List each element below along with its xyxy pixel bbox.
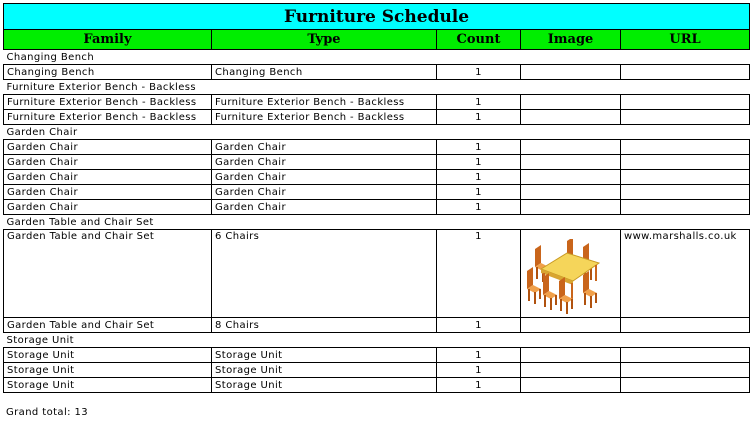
count-cell[interactable]: 1 <box>437 65 521 80</box>
family-cell[interactable]: Furniture Exterior Bench - Backless <box>4 95 212 110</box>
group-header-row <box>4 50 750 65</box>
count-cell[interactable]: 1 <box>437 363 521 378</box>
image-cell[interactable] <box>521 378 621 393</box>
table-row[interactable] <box>4 230 750 318</box>
table-row[interactable] <box>4 155 750 170</box>
type-cell[interactable]: Changing Bench <box>212 65 437 80</box>
count-cell[interactable]: 1 <box>437 378 521 393</box>
family-cell[interactable]: Garden Chair <box>4 140 212 155</box>
image-cell[interactable] <box>521 318 621 333</box>
type-cell[interactable]: Storage Unit <box>212 378 437 393</box>
url-cell[interactable] <box>621 155 750 170</box>
url-cell[interactable] <box>621 95 750 110</box>
table-row[interactable] <box>4 65 750 80</box>
table-row[interactable] <box>4 200 750 215</box>
image-cell[interactable] <box>521 200 621 215</box>
group-name: Furniture Exterior Bench - Backless <box>4 80 750 95</box>
image-cell[interactable] <box>521 65 621 80</box>
type-cell[interactable]: Garden Chair <box>212 170 437 185</box>
col-header-type[interactable]: Type <box>212 30 437 50</box>
col-header-family[interactable]: Family <box>4 30 212 50</box>
url-cell[interactable] <box>621 200 750 215</box>
family-cell[interactable]: Garden Chair <box>4 200 212 215</box>
table-row[interactable] <box>4 318 750 333</box>
image-cell[interactable] <box>521 170 621 185</box>
table-row[interactable] <box>4 140 750 155</box>
type-cell[interactable]: Furniture Exterior Bench - Backless <box>212 110 437 125</box>
count-cell[interactable]: 1 <box>437 185 521 200</box>
image-cell[interactable] <box>521 155 621 170</box>
col-header-image[interactable]: Image <box>521 30 621 50</box>
image-cell[interactable] <box>521 348 621 363</box>
family-cell[interactable]: Garden Table and Chair Set <box>4 318 212 333</box>
family-cell[interactable]: Storage Unit <box>4 348 212 363</box>
family-cell[interactable]: Storage Unit <box>4 363 212 378</box>
group-name: Changing Bench <box>4 50 750 65</box>
image-cell[interactable] <box>521 185 621 200</box>
family-cell[interactable]: Garden Chair <box>4 185 212 200</box>
count-cell[interactable]: 1 <box>437 110 521 125</box>
group-header-row <box>4 80 750 95</box>
type-cell[interactable]: 8 Chairs <box>212 318 437 333</box>
table-row[interactable] <box>4 363 750 378</box>
table-row[interactable] <box>4 348 750 363</box>
image-cell[interactable] <box>521 95 621 110</box>
count-cell[interactable]: 1 <box>437 348 521 363</box>
url-cell[interactable] <box>621 185 750 200</box>
furniture-schedule <box>3 3 749 393</box>
type-cell[interactable]: Garden Chair <box>212 200 437 215</box>
title-row <box>4 4 750 30</box>
type-cell[interactable]: Garden Chair <box>212 185 437 200</box>
count-cell[interactable]: 1 <box>437 170 521 185</box>
count-cell[interactable]: 1 <box>437 155 521 170</box>
table-row[interactable] <box>4 378 750 393</box>
url-cell[interactable] <box>621 65 750 80</box>
group-name: Storage Unit <box>4 333 750 348</box>
group-name: Garden Chair <box>4 125 750 140</box>
url-cell[interactable] <box>621 170 750 185</box>
group-header-row <box>4 215 750 230</box>
url-cell[interactable] <box>621 363 750 378</box>
grand-total: Grand total: 13 <box>6 407 88 418</box>
count-cell[interactable]: 1 <box>437 200 521 215</box>
type-cell[interactable]: Furniture Exterior Bench - Backless <box>212 95 437 110</box>
table-row[interactable] <box>4 95 750 110</box>
type-cell[interactable]: Garden Chair <box>212 140 437 155</box>
count-cell[interactable]: 1 <box>437 140 521 155</box>
url-cell[interactable] <box>621 318 750 333</box>
family-cell[interactable]: Garden Table and Chair Set <box>4 230 212 318</box>
header-row <box>4 30 750 50</box>
url-cell[interactable] <box>621 110 750 125</box>
table-row[interactable] <box>4 110 750 125</box>
count-cell[interactable]: 1 <box>437 230 521 318</box>
group-name: Garden Table and Chair Set <box>4 215 750 230</box>
type-cell[interactable]: 6 Chairs <box>212 230 437 318</box>
image-cell[interactable] <box>521 363 621 378</box>
group-header-row <box>4 125 750 140</box>
schedule-title: Furniture Schedule <box>4 4 750 30</box>
count-cell[interactable]: 1 <box>437 318 521 333</box>
count-cell[interactable]: 1 <box>437 95 521 110</box>
table-and-chairs-icon <box>527 239 607 315</box>
schedule-body <box>4 50 750 393</box>
image-cell[interactable] <box>521 140 621 155</box>
table-row[interactable] <box>4 185 750 200</box>
image-cell[interactable] <box>521 110 621 125</box>
col-header-url[interactable]: URL <box>621 30 750 50</box>
family-cell[interactable]: Garden Chair <box>4 155 212 170</box>
schedule-table <box>3 3 750 393</box>
url-cell[interactable] <box>621 140 750 155</box>
type-cell[interactable]: Garden Chair <box>212 155 437 170</box>
col-header-count[interactable]: Count <box>437 30 521 50</box>
url-cell[interactable] <box>621 378 750 393</box>
family-cell[interactable]: Storage Unit <box>4 378 212 393</box>
type-cell[interactable]: Storage Unit <box>212 348 437 363</box>
type-cell[interactable]: Storage Unit <box>212 363 437 378</box>
family-cell[interactable]: Furniture Exterior Bench - Backless <box>4 110 212 125</box>
table-row[interactable] <box>4 170 750 185</box>
url-cell[interactable] <box>621 348 750 363</box>
family-cell[interactable]: Garden Chair <box>4 170 212 185</box>
family-cell[interactable]: Changing Bench <box>4 65 212 80</box>
group-header-row <box>4 333 750 348</box>
url-cell[interactable]: www.marshalls.co.uk <box>621 230 750 318</box>
image-cell[interactable] <box>521 230 621 318</box>
